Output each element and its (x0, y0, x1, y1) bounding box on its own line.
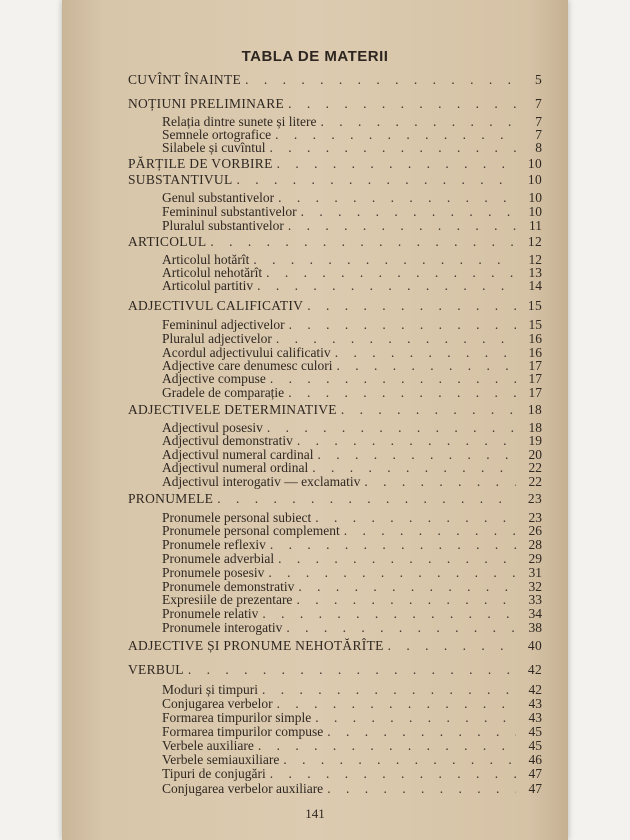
dot-leader (262, 682, 516, 697)
toc-title: TABLA DE MATERII (241, 48, 389, 65)
toc-entry-page: 14 (528, 278, 542, 293)
toc-entry-page: 47 (528, 766, 542, 781)
page-number: 141 (305, 806, 325, 821)
dot-leader (288, 96, 516, 111)
toc-entry-label: PĂRȚILE DE VORBIRE (128, 156, 273, 171)
toc-section-entry (162, 710, 542, 725)
toc-entry-label: Adjectivul numeral ordinal (162, 460, 309, 475)
toc-entry-label: Tipuri de conjugări (162, 766, 266, 781)
toc-entry-page: 46 (528, 752, 542, 767)
toc-entry-label: Formarea timpurilor compuse (162, 724, 324, 739)
toc-entry-label: NOȚIUNI PRELIMINARE (128, 96, 285, 111)
toc-entry-label: Verbele semiauxiliare (162, 752, 280, 767)
toc-entry-label: Pronumele posesiv (162, 565, 265, 580)
toc-entry-page: 12 (527, 234, 542, 249)
toc-section-entry (162, 317, 542, 332)
dot-leader (217, 491, 516, 506)
dot-leader (210, 234, 516, 249)
toc-entry-label: Adjectivul interogativ — exclamativ (162, 474, 361, 489)
dot-leader (258, 738, 516, 753)
toc-section-entry (162, 218, 542, 233)
toc-entry-label: Pronumele personal complement (162, 523, 340, 538)
toc-entry-page: 31 (528, 565, 542, 580)
toc-section-entry (162, 682, 542, 697)
toc-entry-label: Adjectivul demonstrativ (162, 433, 293, 448)
toc-entry-page: 23 (528, 510, 542, 525)
toc-entry-label: Adjectivul posesiv (162, 420, 263, 435)
dot-leader (297, 433, 516, 448)
dot-leader (277, 696, 516, 711)
toc-entry-page: 17 (528, 385, 542, 400)
book-page (62, 0, 568, 840)
toc-entry-label: Pluralul substantivelor (162, 218, 284, 233)
toc-section-entry (162, 140, 542, 155)
dot-leader (270, 537, 516, 552)
toc-section-entry (162, 752, 542, 767)
toc-section-entry (162, 190, 542, 205)
toc-entry-label: Pluralul adjectivelor (162, 331, 272, 346)
toc-entry-label: Adjective care denumesc culori (162, 358, 333, 373)
dot-leader (245, 72, 516, 87)
dot-leader (289, 317, 516, 332)
toc-entry-label: Conjugarea verbelor (162, 696, 273, 711)
toc-entry-page: 10 (528, 190, 542, 205)
dot-leader (307, 298, 516, 313)
toc-entry-page: 22 (528, 474, 542, 489)
toc-entry-page: 43 (528, 710, 542, 725)
table-of-contents (62, 0, 568, 840)
toc-entry-label: Pronumele demonstrativ (162, 579, 295, 594)
toc-entry-page: 43 (528, 696, 542, 711)
toc-entry-label: SUBSTANTIVUL (128, 172, 233, 187)
dot-leader (262, 606, 516, 621)
toc-section-entry (162, 738, 542, 753)
toc-section-entry (162, 460, 542, 475)
toc-chapter-entry (128, 172, 542, 187)
toc-entry-label: Semnele ortografice (162, 127, 272, 142)
dot-leader (364, 474, 516, 489)
toc-entry-page: 20 (528, 447, 542, 462)
toc-entry-label: Pronumele adverbial (162, 551, 275, 566)
toc-entry-page: 16 (528, 331, 542, 346)
dot-leader (283, 752, 516, 767)
toc-entry-label: Pronumele personal subiect (162, 510, 312, 525)
toc-entry-page: 40 (527, 638, 542, 653)
toc-chapter-entry (128, 491, 542, 506)
toc-entry-page: 5 (534, 72, 542, 87)
toc-entry-page: 29 (528, 551, 542, 566)
toc-section-entry (162, 592, 542, 607)
toc-entry-page: 11 (529, 218, 542, 233)
toc-section-entry (162, 696, 542, 711)
toc-entry-page: 26 (528, 523, 542, 538)
toc-entry-label: VERBUL (128, 662, 184, 677)
dot-leader (270, 140, 517, 155)
toc-section-entry (162, 537, 542, 552)
toc-entry-page: 28 (528, 537, 542, 552)
toc-entry-label: Adjectivul numeral cardinal (162, 447, 314, 462)
toc-chapter-entry (128, 156, 542, 171)
toc-entry-page: 10 (528, 204, 542, 219)
toc-entry-label: Conjugarea verbelor auxiliare (162, 781, 324, 796)
toc-entry-page: 38 (528, 620, 542, 635)
toc-entry-label: ADJECTIVELE DETERMINATIVE (128, 402, 337, 417)
dot-leader (288, 218, 516, 233)
dot-leader (327, 781, 516, 796)
toc-section-entry (162, 331, 542, 346)
dot-leader (278, 190, 516, 205)
toc-entry-page: 42 (528, 682, 542, 697)
dot-leader (315, 710, 516, 725)
toc-section-entry (162, 766, 542, 781)
toc-entry-page: 22 (528, 460, 542, 475)
toc-section-entry (162, 474, 542, 489)
dot-leader (278, 551, 516, 566)
toc-entry-label: Relația dintre sunete și litere (162, 114, 317, 129)
dot-leader (277, 156, 516, 171)
toc-entry-label: Expresiile de prezentare (162, 592, 293, 607)
dot-leader (301, 204, 516, 219)
toc-entry-page: 23 (527, 491, 542, 506)
dot-leader (288, 385, 516, 400)
dot-leader (286, 620, 516, 635)
toc-section-entry (162, 620, 542, 635)
dot-leader (237, 172, 516, 187)
dot-leader (270, 766, 516, 781)
toc-entry-page: 10 (527, 172, 542, 187)
dot-leader (327, 724, 516, 739)
toc-entry-page: 32 (528, 579, 542, 594)
dot-leader (312, 460, 516, 475)
toc-section-entry (162, 278, 542, 293)
toc-chapter-entry (128, 638, 542, 653)
toc-entry-label: Acordul adjectivului calificativ (162, 345, 331, 360)
toc-entry-label: Formarea timpurilor simple (162, 710, 312, 725)
toc-entry-label: Articolul nehotărît (162, 265, 263, 280)
toc-entry-page: 17 (528, 358, 542, 373)
toc-section-entry (162, 565, 542, 580)
toc-entry-page: 45 (528, 738, 542, 753)
toc-chapter-entry (128, 72, 542, 87)
toc-entry-label: Moduri și timpuri (162, 682, 259, 697)
toc-entry-label: ADJECTIVUL CALIFICATIV (128, 298, 304, 313)
toc-entry-label: Verbele auxiliare (162, 738, 254, 753)
toc-entry-label: Pronumele relativ (162, 606, 259, 621)
dot-leader (268, 565, 516, 580)
toc-chapter-entry (128, 96, 542, 111)
toc-entry-page: 42 (527, 662, 542, 677)
toc-entry-label: Femininul substantivelor (162, 204, 297, 219)
toc-section-entry (162, 724, 542, 739)
dot-leader (188, 662, 516, 677)
toc-entry-label: Silabele și cuvîntul (162, 140, 266, 155)
toc-entry-label: Articolul partitiv (162, 278, 254, 293)
toc-chapter-entry (128, 402, 542, 417)
toc-entry-label: ARTICOLUL (128, 234, 207, 249)
toc-entry-page: 7 (535, 114, 542, 129)
toc-entry-label: ADJECTIVE ȘI PRONUME NEHOTĂRÎTE (128, 638, 384, 653)
dot-leader (341, 402, 516, 417)
toc-section-entry (162, 551, 542, 566)
toc-entry-page: 18 (528, 420, 542, 435)
toc-entry-page: 18 (527, 402, 542, 417)
toc-chapter-entry (128, 662, 542, 677)
toc-entry-label: Articolul hotărît (162, 252, 250, 267)
toc-entry-page: 16 (528, 345, 542, 360)
toc-section-entry (162, 781, 542, 796)
toc-entry-page: 13 (528, 265, 542, 280)
toc-entry-page: 45 (528, 724, 542, 739)
toc-entry-page: 17 (528, 371, 542, 386)
toc-entry-page: 33 (528, 592, 542, 607)
dot-leader (344, 523, 516, 538)
toc-entry-page: 15 (527, 298, 542, 313)
toc-entry-label: CUVÎNT ÎNAINTE (128, 72, 242, 87)
toc-entry-page: 10 (527, 156, 542, 171)
toc-section-entry (162, 385, 542, 400)
dot-leader (257, 278, 516, 293)
toc-section-entry (162, 371, 542, 386)
toc-entry-page: 8 (535, 140, 542, 155)
dot-leader (388, 638, 516, 653)
toc-entry-page: 12 (528, 252, 542, 267)
toc-entry-page: 34 (528, 606, 542, 621)
toc-entry-page: 19 (528, 433, 542, 448)
toc-entry-label: Adjective compuse (162, 371, 266, 386)
toc-entry-label: Femininul adjectivelor (162, 317, 285, 332)
toc-entry-page: 7 (534, 96, 542, 111)
toc-entry-page: 47 (528, 781, 542, 796)
toc-entry-label: Gradele de comparație (162, 385, 285, 400)
toc-entry-label: Genul substantivelor (162, 190, 275, 205)
toc-entry-label: Pronumele reflexiv (162, 537, 266, 552)
toc-section-entry (162, 204, 542, 219)
toc-entry-label: PRONUMELE (128, 491, 214, 506)
dot-leader (276, 331, 516, 346)
toc-chapter-entry (128, 298, 542, 313)
toc-section-entry (162, 606, 542, 621)
toc-entry-label: Pronumele interogativ (162, 620, 283, 635)
toc-section-entry (162, 433, 542, 448)
toc-entry-page: 7 (535, 127, 542, 142)
toc-section-entry (162, 523, 542, 538)
toc-chapter-entry (128, 234, 542, 249)
dot-leader (296, 592, 516, 607)
toc-entry-page: 15 (528, 317, 542, 332)
dot-leader (270, 371, 516, 386)
